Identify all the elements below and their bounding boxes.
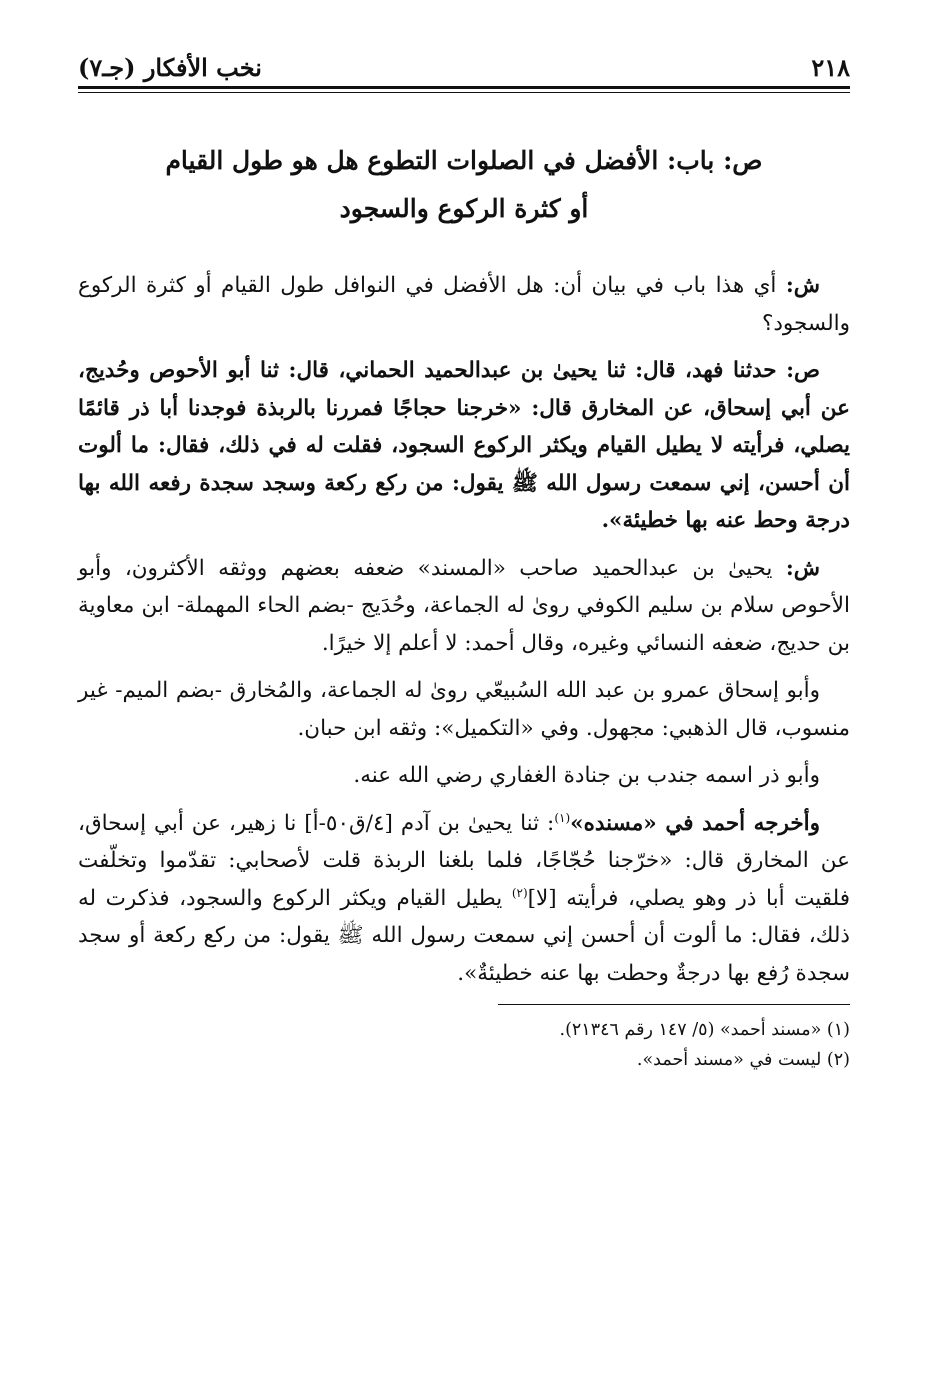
page-number: ٢١٨: [811, 53, 850, 82]
paragraph-text: وأبو ذر اسمه جندب بن جنادة الغفاري رضي الله عنه.: [353, 763, 820, 788]
paragraph-marker: ش:: [785, 555, 820, 581]
paragraph-text: يطيل القيام ويكثر الركوع والسجود، فذكرت له ذلك، فقال: ما ألوت أن أحسن إني سمعت رسول الله ﷺ يقول: من ركع ركعة أو سجد سجدة رُفع بها درجةٌ وحطت بها عنه خطيئةٌ».: [78, 885, 850, 986]
paragraph-text: أي هذا باب في بيان أن: هل الأفضل في النوافل طول القيام أو كثرة الركوع والسجود؟: [78, 273, 850, 336]
header-rule-thin: [78, 92, 850, 93]
running-title: نخب الأفكار (جـ٧): [78, 53, 262, 82]
body-text: [78, 267, 850, 1075]
paragraph-takhrij: [78, 805, 850, 993]
footnote-ref-1[interactable]: (١): [554, 810, 571, 825]
page: [78, 38, 850, 1075]
footnote-rule: [498, 1004, 850, 1005]
paragraph-abu-ishaq: [78, 672, 850, 747]
header-rule-thick: [78, 86, 850, 89]
running-head: [78, 38, 850, 82]
chapter-heading-line-2: أو كثرة الركوع والسجود: [339, 194, 589, 223]
paragraph-marker: ش:: [785, 273, 820, 298]
footnote-2: (٢) ليست في «مسند أحمد».: [636, 1050, 850, 1070]
chapter-heading-line-1: ص: باب: الأفضل في الصلوات التطوع هل هو طول القيام: [165, 146, 763, 175]
paragraph-sharh-narrators: [78, 550, 850, 663]
paragraph-text: يحيىٰ بن عبدالحميد صاحب «المسند» ضعفه بعضهم ووثقه الأكثرون، وأبو الأحوص سلام بن سليم الكوفي روىٰ له الجماعة، وحُدَيج -بضم الحاء المهملة- ابن معاوية بن حديج، ضعفه النسائي وغيره، وقال أحمد: لا أعلم إلا خيرًا.: [78, 555, 850, 656]
paragraph-abu-dharr: [78, 757, 850, 795]
paragraph-text: حدثنا فهد، قال: ثنا يحيىٰ بن عبدالحميد الحماني، قال: ثنا أبو الأحوص وحُديج، عن أبي إسحاق، عن المخارق قال: «خرجنا حجاجًا فمررنا بالربذة فوجدنا أبا ذر قائمًا يصلي، فرأيته لا يطيل القيام ويكثر الركوع السجود، فقلت له في ذلك، فقال: ما ألوت أن أحسن، إني سمعت رسول الله ﷺ يقول: من ركع ركعة وسجد سجدة رفعه الله بها درجة وحط عنه بها خطيئة».: [78, 358, 850, 533]
paragraph-sharh-intro: [78, 267, 850, 342]
paragraph-marker: ص:: [786, 358, 820, 383]
paragraph-lead: وأخرجه أحمد في «مسنده»: [570, 810, 820, 836]
footnote-ref-2[interactable]: (٢): [511, 885, 528, 900]
footnote-1: (١) «مسند أحمد» (٥/ ١٤٧ رقم ٢١٣٤٦).: [559, 1020, 850, 1040]
paragraph-text: : ثنا يحيىٰ بن آدم [٤/ق٥٠-أ] نا زهير، عن أبي إسحاق، عن المخارق قال: «خرّجنا حُجّاجًا، فلما بلغنا الربذة قلت لأصحابي: تقدّموا وتخلّفت فلقيت أبا ذر وهو يصلي، فرأيته [لا]: [78, 810, 850, 911]
chapter-heading: [78, 137, 850, 233]
paragraph-text: وأبو إسحاق عمرو بن عبد الله السُبيعّي روىٰ له الجماعة، والمُخارق -بضم الميم- غير منسوب، قال الذهبي: مجهول. وفي «التكميل»: وثقه ابن حبان.: [78, 678, 850, 741]
paragraph-matn-hadith: [78, 352, 850, 540]
